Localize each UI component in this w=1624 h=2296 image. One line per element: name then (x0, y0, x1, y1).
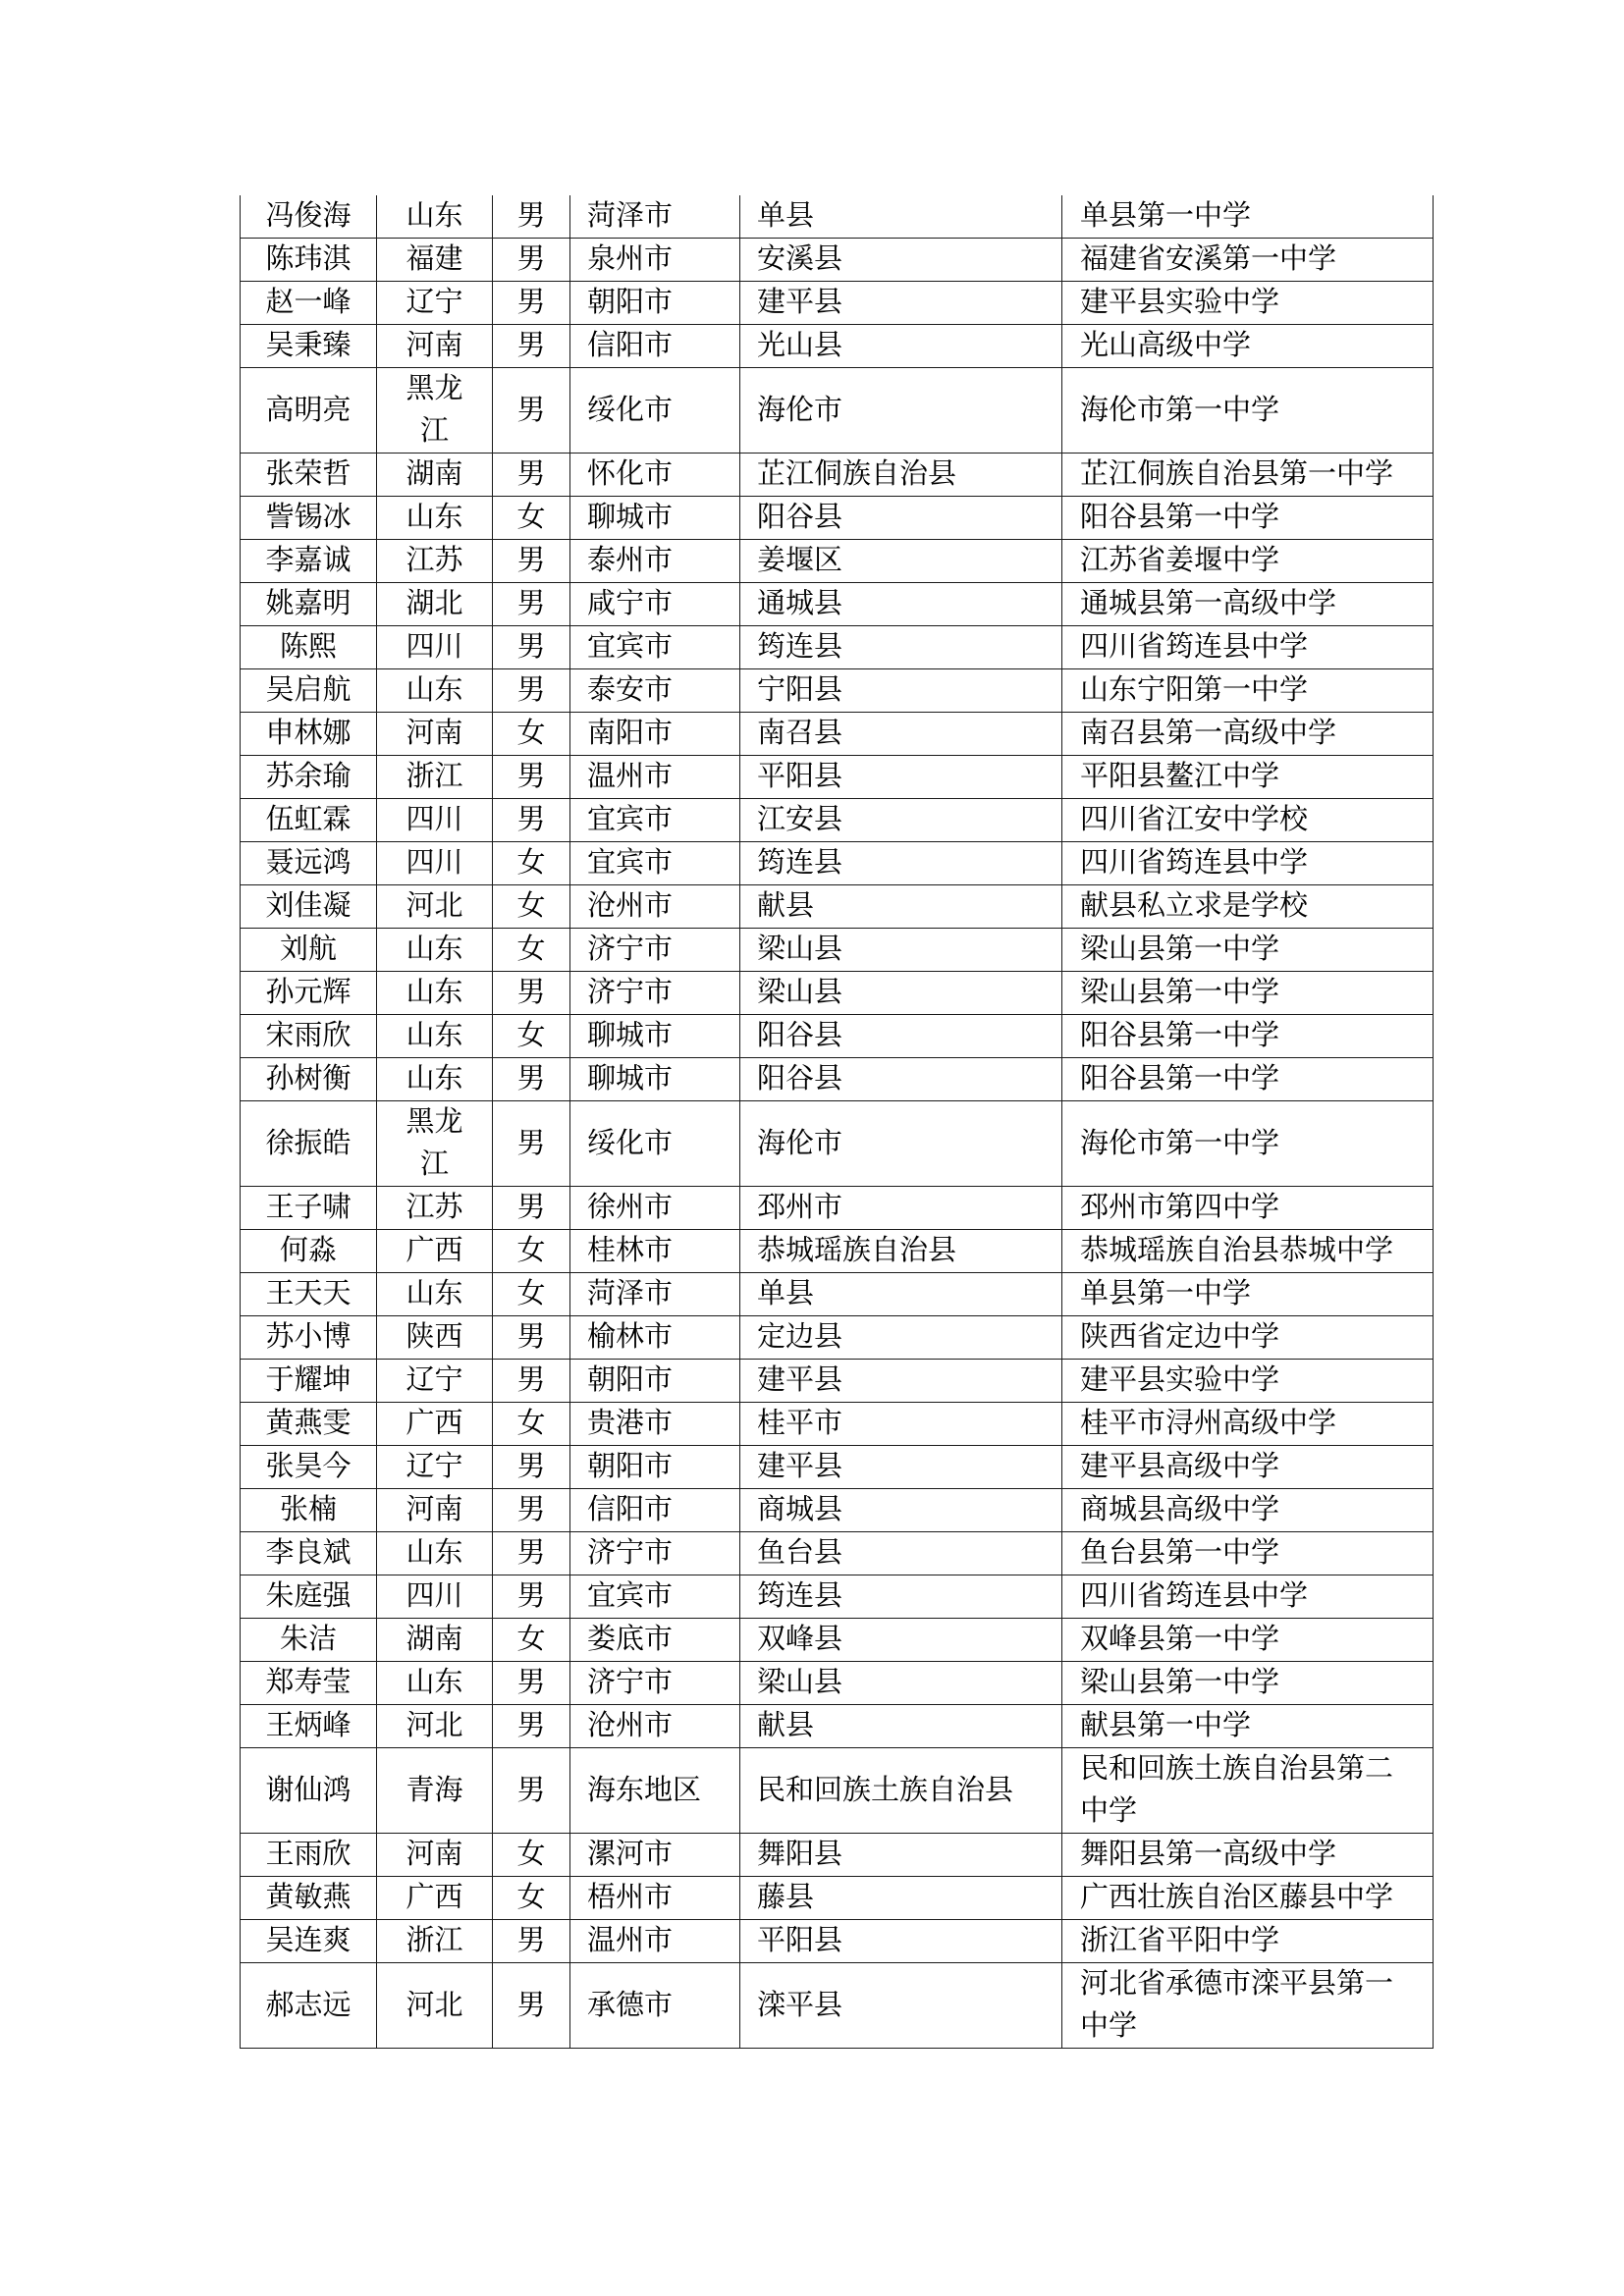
cell-gender: 男 (493, 799, 570, 842)
cell-gender: 女 (493, 1273, 570, 1316)
cell-gender: 女 (493, 1015, 570, 1058)
cell-gender: 女 (493, 1230, 570, 1273)
table-row (241, 1834, 1434, 1877)
cell-county: 献县 (740, 885, 1062, 929)
table-row (241, 1877, 1434, 1920)
table-row (241, 1619, 1434, 1662)
cell-province: 山东 (377, 1662, 493, 1705)
cell-name: 刘航 (241, 929, 377, 972)
table-row (241, 1316, 1434, 1360)
table-row (241, 842, 1434, 885)
cell-city: 聊城市 (570, 1015, 740, 1058)
cell-city: 娄底市 (570, 1619, 740, 1662)
cell-school: 四川省筠连县中学 (1062, 1575, 1434, 1619)
cell-county: 梁山县 (740, 1662, 1062, 1705)
cell-county: 邳州市 (740, 1187, 1062, 1230)
cell-name: 张楠 (241, 1489, 377, 1532)
cell-name: 张荣哲 (241, 454, 377, 497)
cell-school: 双峰县第一中学 (1062, 1619, 1434, 1662)
cell-city: 聊城市 (570, 497, 740, 540)
cell-gender: 男 (493, 1705, 570, 1748)
cell-school: 南召县第一高级中学 (1062, 713, 1434, 756)
cell-school: 恭城瑶族自治县恭城中学 (1062, 1230, 1434, 1273)
cell-province: 广西 (377, 1230, 493, 1273)
cell-school: 山东宁阳第一中学 (1062, 669, 1434, 713)
table-row (241, 669, 1434, 713)
cell-county: 江安县 (740, 799, 1062, 842)
cell-province: 山东 (377, 1532, 493, 1575)
cell-city: 咸宁市 (570, 583, 740, 626)
cell-school: 民和回族土族自治县第二中学 (1062, 1748, 1434, 1834)
cell-county: 梁山县 (740, 972, 1062, 1015)
cell-city: 宜宾市 (570, 799, 740, 842)
cell-city: 信阳市 (570, 1489, 740, 1532)
cell-school: 单县第一中学 (1062, 195, 1434, 239)
cell-gender: 男 (493, 1575, 570, 1619)
cell-name: 苏余瑜 (241, 756, 377, 799)
cell-county: 阳谷县 (740, 497, 1062, 540)
cell-province: 湖南 (377, 454, 493, 497)
cell-gender: 女 (493, 713, 570, 756)
table-row (241, 756, 1434, 799)
cell-school: 海伦市第一中学 (1062, 1101, 1434, 1187)
table-row (241, 1403, 1434, 1446)
cell-county: 单县 (740, 195, 1062, 239)
cell-county: 梁山县 (740, 929, 1062, 972)
cell-county: 建平县 (740, 1360, 1062, 1403)
cell-school: 海伦市第一中学 (1062, 368, 1434, 454)
cell-gender: 女 (493, 1834, 570, 1877)
cell-city: 宜宾市 (570, 1575, 740, 1619)
cell-county: 双峰县 (740, 1619, 1062, 1662)
table-row (241, 1705, 1434, 1748)
cell-school: 广西壮族自治区藤县中学 (1062, 1877, 1434, 1920)
cell-school: 舞阳县第一高级中学 (1062, 1834, 1434, 1877)
cell-province: 黑龙江 (377, 1101, 493, 1187)
cell-gender: 男 (493, 1662, 570, 1705)
cell-name: 孙树衡 (241, 1058, 377, 1101)
cell-name: 张昊今 (241, 1446, 377, 1489)
cell-city: 朝阳市 (570, 282, 740, 325)
cell-name: 吴启航 (241, 669, 377, 713)
cell-province: 浙江 (377, 756, 493, 799)
cell-province: 河北 (377, 885, 493, 929)
cell-gender: 男 (493, 972, 570, 1015)
cell-name: 朱庭强 (241, 1575, 377, 1619)
cell-name: 李良斌 (241, 1532, 377, 1575)
cell-province: 山东 (377, 929, 493, 972)
cell-gender: 男 (493, 239, 570, 282)
cell-name: 王炳峰 (241, 1705, 377, 1748)
cell-city: 泰州市 (570, 540, 740, 583)
table-row (241, 1532, 1434, 1575)
table-row (241, 1273, 1434, 1316)
cell-gender: 男 (493, 669, 570, 713)
cell-name: 苏小博 (241, 1316, 377, 1360)
cell-name: 孙元辉 (241, 972, 377, 1015)
cell-province: 河南 (377, 325, 493, 368)
cell-name: 王天天 (241, 1273, 377, 1316)
cell-city: 聊城市 (570, 1058, 740, 1101)
cell-province: 辽宁 (377, 1446, 493, 1489)
cell-gender: 男 (493, 756, 570, 799)
cell-province: 河南 (377, 713, 493, 756)
cell-city: 菏泽市 (570, 1273, 740, 1316)
cell-province: 辽宁 (377, 1360, 493, 1403)
table-row (241, 1101, 1434, 1187)
cell-gender: 男 (493, 1316, 570, 1360)
cell-name: 赵一峰 (241, 282, 377, 325)
cell-province: 四川 (377, 1575, 493, 1619)
cell-gender: 男 (493, 1446, 570, 1489)
cell-county: 单县 (740, 1273, 1062, 1316)
table-row (241, 1058, 1434, 1101)
cell-school: 四川省筠连县中学 (1062, 626, 1434, 669)
cell-gender: 女 (493, 929, 570, 972)
table-row (241, 1446, 1434, 1489)
cell-name: 何淼 (241, 1230, 377, 1273)
table-row (241, 1360, 1434, 1403)
cell-school: 建平县高级中学 (1062, 1446, 1434, 1489)
cell-school: 浙江省平阳中学 (1062, 1920, 1434, 1963)
cell-city: 漯河市 (570, 1834, 740, 1877)
cell-county: 阳谷县 (740, 1058, 1062, 1101)
table-row (241, 713, 1434, 756)
table-row (241, 497, 1434, 540)
cell-name: 黄敏燕 (241, 1877, 377, 1920)
cell-city: 济宁市 (570, 1662, 740, 1705)
cell-county: 光山县 (740, 325, 1062, 368)
cell-province: 山东 (377, 972, 493, 1015)
cell-school: 献县私立求是学校 (1062, 885, 1434, 929)
table-row (241, 1920, 1434, 1963)
cell-name: 刘佳凝 (241, 885, 377, 929)
cell-county: 宁阳县 (740, 669, 1062, 713)
cell-county: 建平县 (740, 282, 1062, 325)
cell-county: 平阳县 (740, 1920, 1062, 1963)
cell-city: 桂林市 (570, 1230, 740, 1273)
cell-province: 浙江 (377, 1920, 493, 1963)
cell-school: 阳谷县第一中学 (1062, 1015, 1434, 1058)
cell-school: 阳谷县第一中学 (1062, 1058, 1434, 1101)
student-table (240, 195, 1434, 2049)
cell-school: 桂平市浔州高级中学 (1062, 1403, 1434, 1446)
cell-province: 福建 (377, 239, 493, 282)
cell-school: 单县第一中学 (1062, 1273, 1434, 1316)
cell-province: 四川 (377, 842, 493, 885)
cell-province: 山东 (377, 1273, 493, 1316)
cell-gender: 男 (493, 195, 570, 239)
cell-county: 民和回族土族自治县 (740, 1748, 1062, 1834)
cell-province: 四川 (377, 799, 493, 842)
cell-city: 沧州市 (570, 885, 740, 929)
table-row (241, 929, 1434, 972)
cell-city: 徐州市 (570, 1187, 740, 1230)
cell-name: 高明亮 (241, 368, 377, 454)
table-row (241, 972, 1434, 1015)
cell-school: 阳谷县第一中学 (1062, 497, 1434, 540)
cell-city: 绥化市 (570, 368, 740, 454)
table-row (241, 799, 1434, 842)
table-row (241, 1187, 1434, 1230)
cell-county: 姜堰区 (740, 540, 1062, 583)
cell-gender: 女 (493, 1619, 570, 1662)
cell-school: 芷江侗族自治县第一中学 (1062, 454, 1434, 497)
cell-gender: 男 (493, 1748, 570, 1834)
cell-province: 黑龙江 (377, 368, 493, 454)
cell-province: 湖南 (377, 1619, 493, 1662)
cell-school: 梁山县第一中学 (1062, 929, 1434, 972)
cell-name: 姚嘉明 (241, 583, 377, 626)
cell-school: 通城县第一高级中学 (1062, 583, 1434, 626)
cell-gender: 男 (493, 583, 570, 626)
cell-school: 四川省筠连县中学 (1062, 842, 1434, 885)
cell-school: 邳州市第四中学 (1062, 1187, 1434, 1230)
cell-gender: 男 (493, 1532, 570, 1575)
cell-school: 梁山县第一中学 (1062, 1662, 1434, 1705)
cell-county: 平阳县 (740, 756, 1062, 799)
cell-name: 申林娜 (241, 713, 377, 756)
cell-province: 辽宁 (377, 282, 493, 325)
cell-county: 定边县 (740, 1316, 1062, 1360)
cell-name: 訾锡冰 (241, 497, 377, 540)
cell-school: 河北省承德市滦平县第一中学 (1062, 1963, 1434, 2049)
cell-name: 吴秉臻 (241, 325, 377, 368)
cell-city: 朝阳市 (570, 1446, 740, 1489)
table-row (241, 885, 1434, 929)
cell-gender: 男 (493, 1920, 570, 1963)
cell-province: 江苏 (377, 1187, 493, 1230)
cell-province: 山东 (377, 1058, 493, 1101)
cell-gender: 女 (493, 497, 570, 540)
table-row (241, 282, 1434, 325)
cell-gender: 女 (493, 842, 570, 885)
cell-school: 献县第一中学 (1062, 1705, 1434, 1748)
cell-county: 芷江侗族自治县 (740, 454, 1062, 497)
cell-city: 贵港市 (570, 1403, 740, 1446)
cell-gender: 男 (493, 1489, 570, 1532)
cell-name: 宋雨欣 (241, 1015, 377, 1058)
table-row (241, 1489, 1434, 1532)
cell-province: 山东 (377, 1015, 493, 1058)
cell-name: 于耀坤 (241, 1360, 377, 1403)
cell-name: 陈熙 (241, 626, 377, 669)
table-row (241, 325, 1434, 368)
table-row (241, 1015, 1434, 1058)
cell-name: 王雨欣 (241, 1834, 377, 1877)
table-row (241, 239, 1434, 282)
table-row (241, 1963, 1434, 2049)
table-row (241, 1748, 1434, 1834)
cell-name: 朱洁 (241, 1619, 377, 1662)
cell-province: 河南 (377, 1834, 493, 1877)
cell-gender: 男 (493, 1963, 570, 2049)
cell-name: 陈玮淇 (241, 239, 377, 282)
cell-city: 南阳市 (570, 713, 740, 756)
cell-county: 通城县 (740, 583, 1062, 626)
cell-school: 福建省安溪第一中学 (1062, 239, 1434, 282)
cell-county: 海伦市 (740, 1101, 1062, 1187)
cell-county: 滦平县 (740, 1963, 1062, 2049)
cell-county: 商城县 (740, 1489, 1062, 1532)
cell-province: 青海 (377, 1748, 493, 1834)
cell-city: 济宁市 (570, 972, 740, 1015)
cell-city: 济宁市 (570, 929, 740, 972)
cell-county: 鱼台县 (740, 1532, 1062, 1575)
cell-province: 广西 (377, 1877, 493, 1920)
cell-province: 江苏 (377, 540, 493, 583)
cell-name: 李嘉诚 (241, 540, 377, 583)
cell-province: 河南 (377, 1489, 493, 1532)
table-body (241, 195, 1434, 2049)
cell-name: 黄燕雯 (241, 1403, 377, 1446)
cell-name: 伍虹霖 (241, 799, 377, 842)
cell-gender: 男 (493, 1101, 570, 1187)
cell-province: 山东 (377, 497, 493, 540)
cell-school: 梁山县第一中学 (1062, 972, 1434, 1015)
cell-city: 朝阳市 (570, 1360, 740, 1403)
cell-county: 献县 (740, 1705, 1062, 1748)
cell-county: 建平县 (740, 1446, 1062, 1489)
cell-gender: 女 (493, 1877, 570, 1920)
table-row (241, 195, 1434, 239)
cell-school: 光山高级中学 (1062, 325, 1434, 368)
cell-gender: 男 (493, 1360, 570, 1403)
cell-name: 吴连爽 (241, 1920, 377, 1963)
cell-city: 温州市 (570, 1920, 740, 1963)
table-row (241, 368, 1434, 454)
cell-city: 宜宾市 (570, 626, 740, 669)
cell-school: 江苏省姜堰中学 (1062, 540, 1434, 583)
cell-name: 谢仙鸿 (241, 1748, 377, 1834)
table-row (241, 540, 1434, 583)
cell-county: 安溪县 (740, 239, 1062, 282)
cell-school: 平阳县鳌江中学 (1062, 756, 1434, 799)
cell-province: 广西 (377, 1403, 493, 1446)
cell-province: 河北 (377, 1963, 493, 2049)
cell-name: 聂远鸿 (241, 842, 377, 885)
cell-province: 四川 (377, 626, 493, 669)
cell-gender: 男 (493, 1187, 570, 1230)
cell-school: 建平县实验中学 (1062, 282, 1434, 325)
table-row (241, 1662, 1434, 1705)
cell-city: 济宁市 (570, 1532, 740, 1575)
cell-city: 菏泽市 (570, 195, 740, 239)
cell-gender: 男 (493, 540, 570, 583)
cell-county: 藤县 (740, 1877, 1062, 1920)
cell-county: 筠连县 (740, 842, 1062, 885)
cell-city: 温州市 (570, 756, 740, 799)
cell-school: 商城县高级中学 (1062, 1489, 1434, 1532)
cell-school: 四川省江安中学校 (1062, 799, 1434, 842)
cell-city: 信阳市 (570, 325, 740, 368)
cell-name: 郑寿莹 (241, 1662, 377, 1705)
cell-school: 陕西省定边中学 (1062, 1316, 1434, 1360)
cell-county: 筠连县 (740, 626, 1062, 669)
table-row (241, 1230, 1434, 1273)
cell-school: 鱼台县第一中学 (1062, 1532, 1434, 1575)
cell-city: 承德市 (570, 1963, 740, 2049)
cell-county: 恭城瑶族自治县 (740, 1230, 1062, 1273)
cell-gender: 女 (493, 885, 570, 929)
cell-county: 海伦市 (740, 368, 1062, 454)
cell-county: 筠连县 (740, 1575, 1062, 1619)
cell-city: 泉州市 (570, 239, 740, 282)
cell-gender: 男 (493, 626, 570, 669)
cell-city: 宜宾市 (570, 842, 740, 885)
cell-province: 山东 (377, 195, 493, 239)
table-row (241, 1575, 1434, 1619)
cell-gender: 女 (493, 1403, 570, 1446)
cell-school: 建平县实验中学 (1062, 1360, 1434, 1403)
cell-city: 海东地区 (570, 1748, 740, 1834)
cell-city: 沧州市 (570, 1705, 740, 1748)
cell-city: 榆林市 (570, 1316, 740, 1360)
cell-gender: 男 (493, 454, 570, 497)
cell-province: 湖北 (377, 583, 493, 626)
cell-province: 陕西 (377, 1316, 493, 1360)
cell-city: 梧州市 (570, 1877, 740, 1920)
cell-name: 徐振皓 (241, 1101, 377, 1187)
cell-county: 舞阳县 (740, 1834, 1062, 1877)
cell-county: 桂平市 (740, 1403, 1062, 1446)
cell-county: 南召县 (740, 713, 1062, 756)
cell-gender: 男 (493, 368, 570, 454)
table-row (241, 626, 1434, 669)
cell-province: 河北 (377, 1705, 493, 1748)
cell-gender: 男 (493, 282, 570, 325)
cell-name: 王子啸 (241, 1187, 377, 1230)
table-row (241, 583, 1434, 626)
cell-city: 绥化市 (570, 1101, 740, 1187)
cell-name: 郝志远 (241, 1963, 377, 2049)
cell-city: 怀化市 (570, 454, 740, 497)
table-row (241, 454, 1434, 497)
cell-county: 阳谷县 (740, 1015, 1062, 1058)
cell-gender: 男 (493, 1058, 570, 1101)
cell-gender: 男 (493, 325, 570, 368)
cell-province: 山东 (377, 669, 493, 713)
cell-city: 泰安市 (570, 669, 740, 713)
cell-name: 冯俊海 (241, 195, 377, 239)
